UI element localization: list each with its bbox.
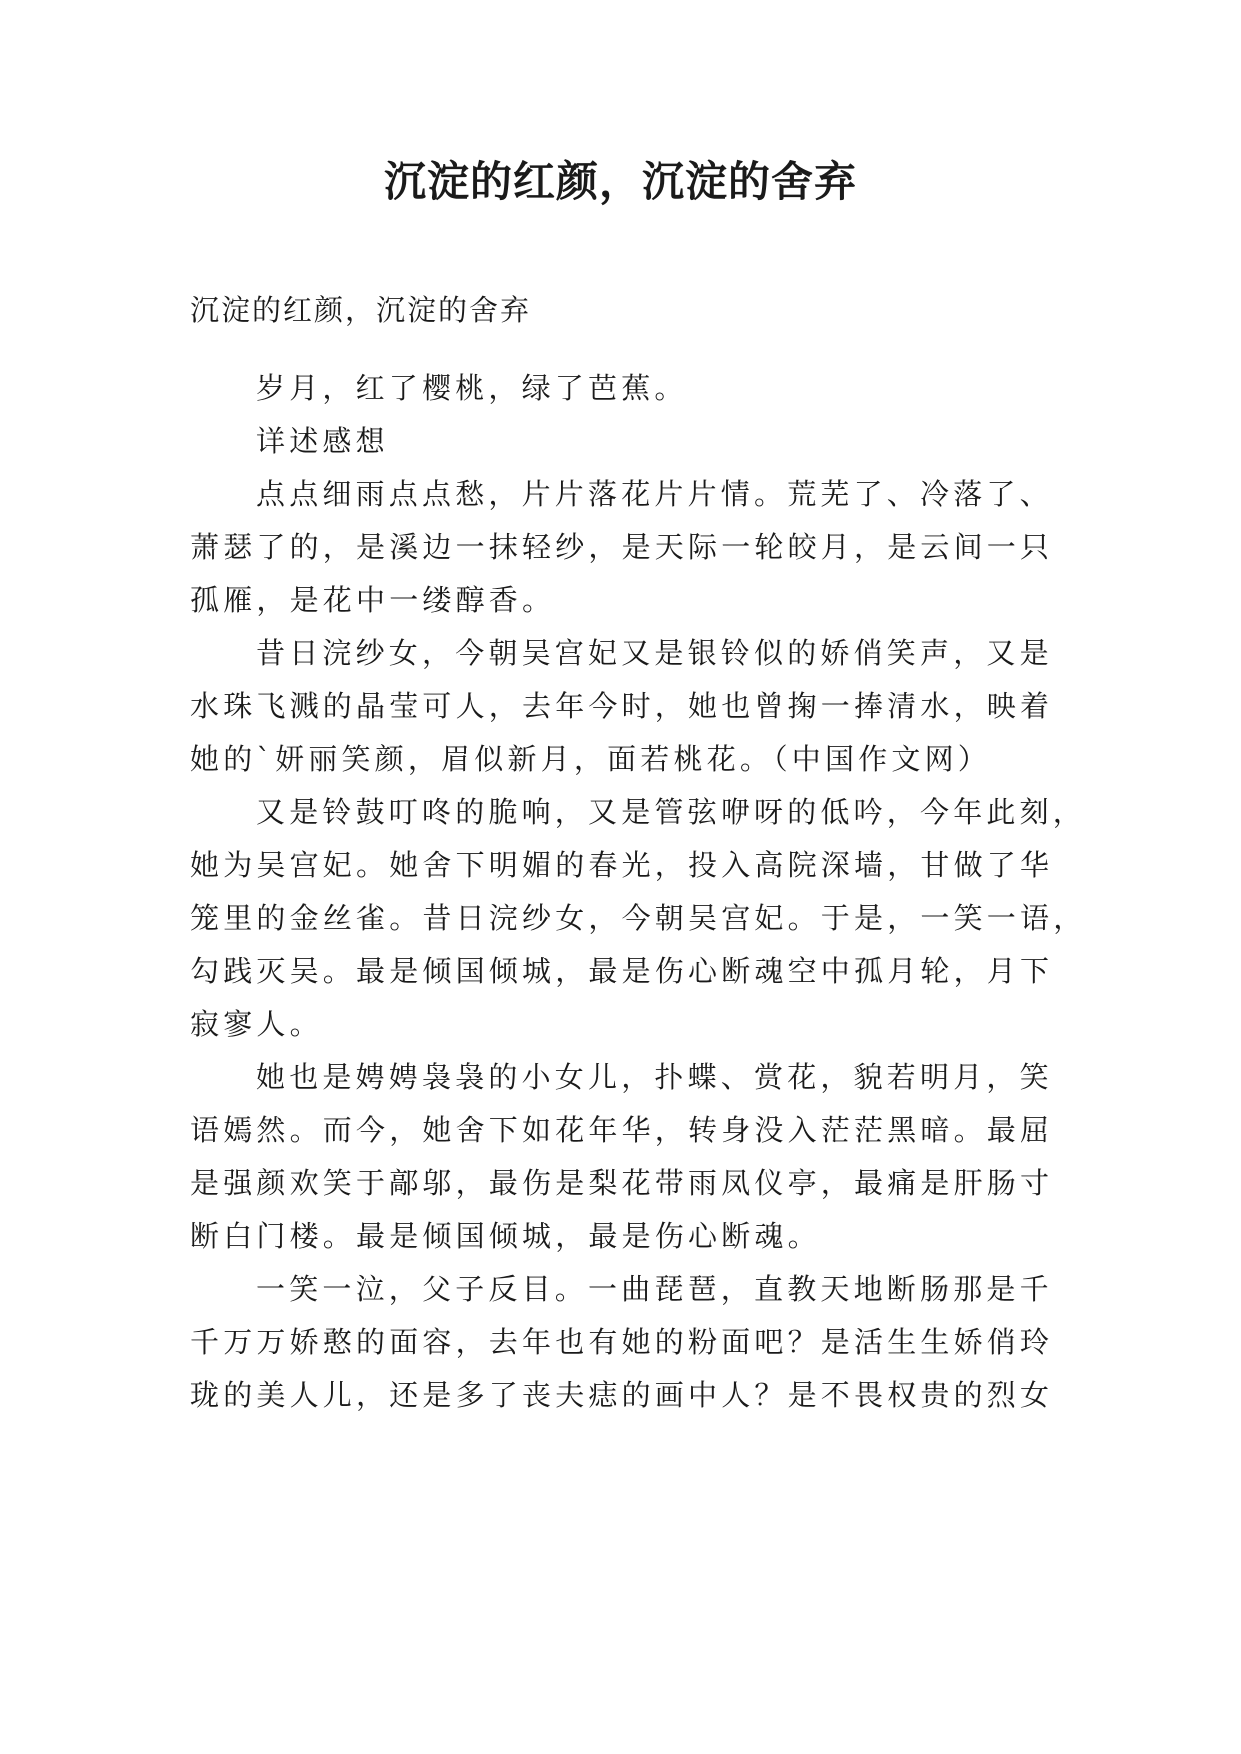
body-line: 她为吴宫妃。她舍下明媚的春光，投入高院深墙，甘做了华 bbox=[190, 848, 1054, 882]
body-line: 详述感想 bbox=[256, 424, 389, 458]
body-line: 勾践灭吴。最是倾国倾城，最是伤心断魂空中孤月轮，月下 bbox=[190, 954, 1054, 988]
body-line: 一笑一泣，父子反目。一曲琵琶，直教天地断肠那是千 bbox=[256, 1272, 1053, 1306]
body-line: 岁月，红了樱桃，绿了芭蕉。 bbox=[256, 371, 688, 405]
body-line: 孤雁，是花中一缕醇香。 bbox=[190, 583, 556, 617]
body-line: 是强颜欢笑于鄗邬，最伤是梨花带雨凤仪亭，最痛是肝肠寸 bbox=[190, 1166, 1054, 1200]
body-line: 又是铃鼓叮咚的脆响，又是管弦咿呀的低吟，今年此刻， bbox=[256, 795, 1087, 829]
body-line: 语嫣然。而今，她舍下如花年华，转身没入茫茫黑暗。最屈 bbox=[190, 1113, 1054, 1147]
body-line: 珑的美人儿，还是多了丧夫痣的画中人？是不畏权贵的烈女 bbox=[190, 1378, 1054, 1412]
body-line: 她也是娉娉袅袅的小女儿，扑蝶、赏花，貌若明月，笑 bbox=[256, 1060, 1053, 1094]
body-line: 点点细雨点点愁，片片落花片片情。荒芜了、冷落了、 bbox=[256, 477, 1053, 511]
body-line: 昔日浣纱女，今朝吴宫妃又是银铃似的娇俏笑声，又是 bbox=[256, 636, 1053, 670]
document-title: 沉淀的红颜，沉淀的舍弃 bbox=[383, 157, 857, 206]
body-line: 千万万娇憨的面容，去年也有她的粉面吧？是活生生娇俏玲 bbox=[190, 1325, 1054, 1359]
body-line: 断白门楼。最是倾国倾城，最是伤心断魂。 bbox=[190, 1219, 821, 1253]
body-line: 笼里的金丝雀。昔日浣纱女，今朝吴宫妃。于是，一笑一语， bbox=[190, 901, 1087, 935]
document-subtitle: 沉淀的红颜，沉淀的舍弃 bbox=[190, 293, 532, 327]
body-line: 她的`妍丽笑颜，眉似新月，面若桃花。（中国作文网） bbox=[190, 742, 992, 776]
body-line: 萧瑟了的，是溪边一抹轻纱，是天际一轮皎月，是云间一只 bbox=[190, 530, 1054, 564]
body-line: 寂寥人。 bbox=[190, 1007, 323, 1041]
body-line: 水珠飞溅的晶莹可人，去年今时，她也曾掬一捧清水，映着 bbox=[190, 689, 1054, 723]
